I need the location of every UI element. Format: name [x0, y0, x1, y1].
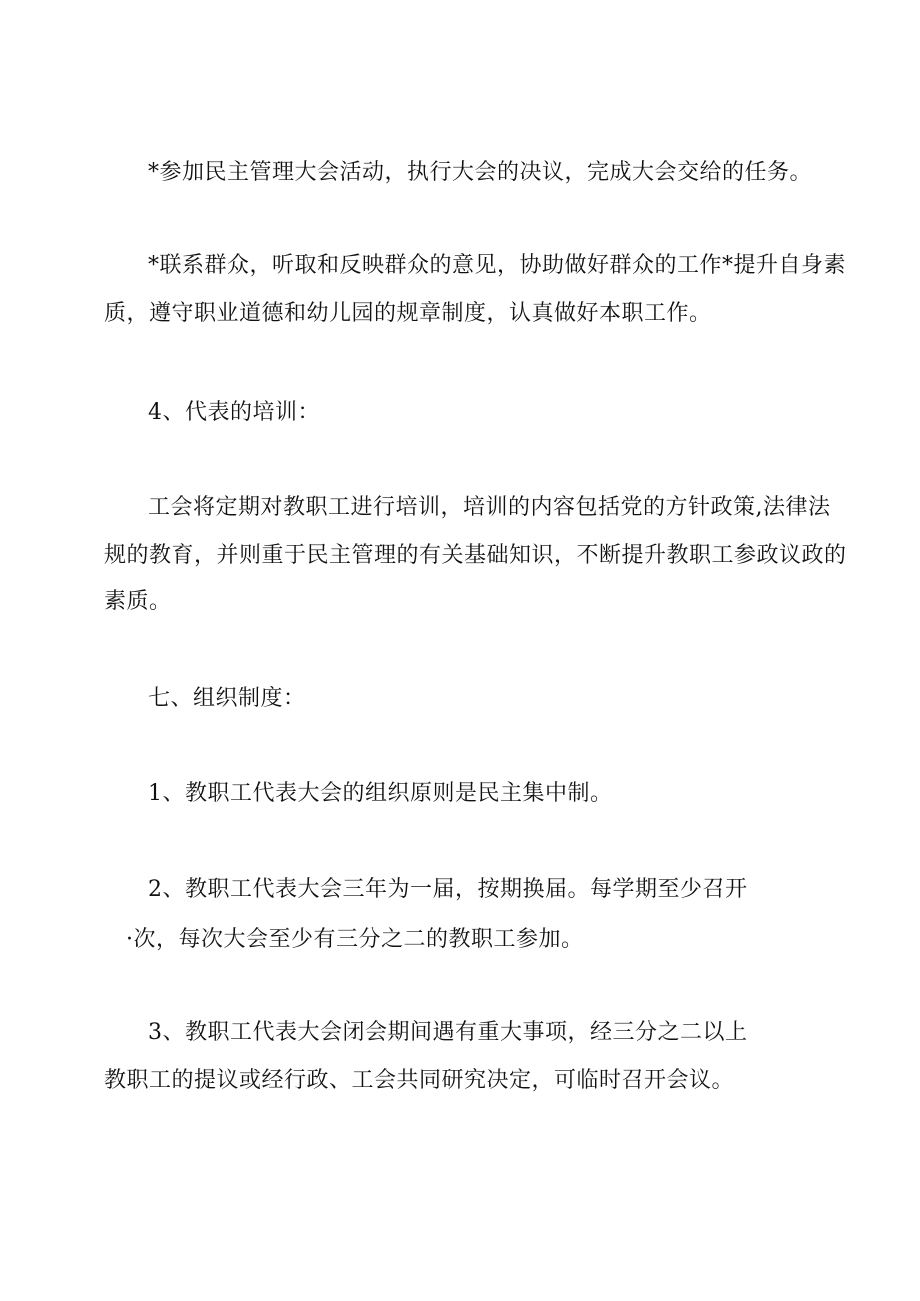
text-line: 素质。 — [104, 589, 172, 614]
text-line: 工会将定期对教职工进行培训，培训的内容包括党的方针政策,法律法 — [148, 495, 831, 520]
text-line: 规的教育，并则重于民主管理的有关基础知识，不断提升教职工参政议政的 — [104, 543, 847, 568]
text-line: 1、教职工代表大会的组织原则是民主集中制。 — [148, 781, 613, 806]
text-line: ·次，每次大会至少有三分之二的教职工参加。 — [126, 927, 584, 952]
text-line: 2、教职工代表大会三年为一届，按期换届。每学期至少召开 — [148, 877, 748, 902]
text-line: 3、教职工代表大会闭会期间遇有重大事项，经三分之二以上 — [148, 1020, 748, 1045]
section-heading: 4、代表的培训： — [148, 400, 320, 425]
text-line: *联系群众，听取和反映群众的意见，协助做好群众的工作*提升自身素 — [148, 253, 847, 278]
text-line: 教职工的提议或经行政、工会共同研究决定，可临时召开会议。 — [104, 1068, 735, 1093]
text-line: 质，遵守职业道德和幼儿园的规章制度，认真做好本职工作。 — [104, 301, 712, 326]
section-heading: 七、组织制度： — [148, 686, 306, 711]
text-line: *参加民主管理大会活动，执行大会的决议，完成大会交给的任务。 — [148, 160, 813, 185]
